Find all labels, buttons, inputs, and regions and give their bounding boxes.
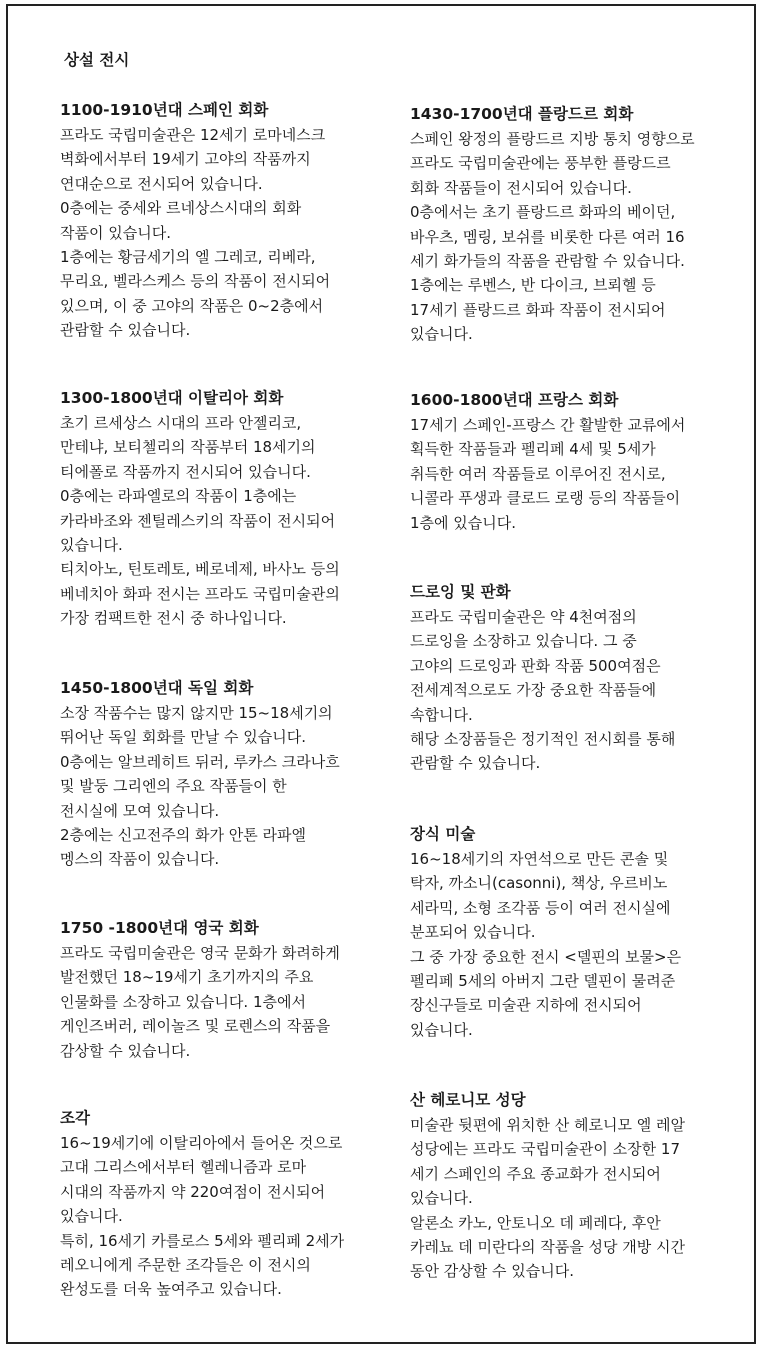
text-line: 17세기 스페인-프랑스 간 활발한 교류에서: [410, 416, 686, 434]
text-line: 세기 스페인의 주요 종교화가 전시되어: [410, 1164, 661, 1183]
text-line: 고대 그리스에서부터 헬레니즘과 로마: [60, 1158, 307, 1177]
text-line: 세라믹, 소형 조각품 등이 여러 전시실에: [410, 898, 671, 917]
text-line: 소장 작품수는 많지 않지만 15~18세기의: [60, 704, 333, 722]
section-title: 드로잉 및 판화: [410, 583, 511, 601]
section-title: 1450-1800년대 독일 회화: [60, 679, 254, 697]
section-germany: [60, 676, 390, 872]
text-line: 1층에는 루벤스, 반 다이크, 브뢰헬 등: [410, 276, 656, 295]
text-line: 멩스의 작품이 있습니다.: [60, 850, 220, 869]
section-body: [410, 413, 740, 535]
text-line: 감상할 수 있습니다.: [60, 1041, 191, 1060]
text-line: 속합니다.: [410, 705, 473, 724]
section-decorative-arts: [410, 822, 740, 1042]
text-line: 작품이 있습니다.: [60, 223, 171, 242]
text-line: 티에폴로 작품까지 전시되어 있습니다.: [60, 462, 311, 481]
text-line: 16~18세기의 자연석으로 만든 콘솔 및: [410, 850, 669, 868]
section-body: [60, 1131, 390, 1302]
text-line: 티치아노, 틴토레토, 베로네제, 바사노 등의: [60, 560, 340, 579]
text-line: 알론소 카노, 안토니오 데 페레다, 후안: [410, 1213, 661, 1232]
text-line: 있습니다.: [410, 1189, 473, 1208]
text-line: 펠리페 5세의 아버지 그란 델핀이 물려준: [410, 972, 676, 991]
section-title: 1430-1700년대 플랑드르 회화: [410, 105, 634, 123]
text-line: 바우츠, 멤링, 보쉬를 비롯한 다른 여러 16: [410, 227, 685, 246]
section-title: 조각: [60, 1109, 90, 1127]
text-line: 전시실에 모여 있습니다.: [60, 801, 220, 820]
text-line: 프라도 국립미술관은 영국 문화가 화려하게: [60, 944, 340, 962]
section-france: [410, 388, 740, 535]
section-title: 산 헤로니모 성당: [410, 1091, 526, 1109]
section-title: 1750 -1800년대 영국 회화: [60, 919, 259, 937]
section-title: 1100-1910년대 스페인 회화: [60, 101, 269, 119]
text-line: 완성도를 더욱 높여주고 있습니다.: [60, 1280, 282, 1299]
text-line: 있습니다.: [60, 1207, 123, 1226]
text-line: 장신구들로 미술관 지하에 전시되어: [410, 996, 642, 1015]
text-line: 획득한 작품들과 펠리페 4세 및 5세가: [410, 440, 656, 459]
section-body: [410, 127, 740, 347]
text-line: 특히, 16세기 카를로스 5세와 펠리페 2세가: [60, 1231, 345, 1250]
text-line: 만테냐, 보티첼리의 작품부터 18세기의: [60, 438, 316, 457]
section-body: [410, 847, 740, 1042]
section-body: [60, 701, 390, 872]
section-body: [410, 605, 740, 776]
section-england: [60, 916, 390, 1063]
text-line: 0층에는 알브레히트 뒤러, 루카스 크라나흐: [60, 752, 340, 771]
section-body: [60, 941, 390, 1063]
section-body: [60, 411, 390, 631]
text-line: 17세기 플랑드르 화파 작품이 전시되어: [410, 300, 666, 319]
text-line: 있습니다.: [410, 325, 473, 344]
text-line: 취득한 여러 작품들로 이루어진 전시로,: [410, 464, 666, 483]
text-line: 드로잉을 소장하고 있습니다. 그 중: [410, 632, 637, 651]
text-line: 프라도 국립미술관에는 풍부한 플랑드르: [410, 154, 671, 173]
text-line: 성당에는 프라도 국립미술관이 소장한 17: [410, 1140, 681, 1159]
section-body: [410, 1113, 740, 1284]
text-line: 있으며, 이 중 고야의 작품은 0~2층에서: [60, 296, 324, 315]
section-title: 1600-1800년대 프랑스 회화: [410, 391, 619, 409]
text-line: 1층에 있습니다.: [410, 513, 517, 532]
text-line: 발전했던 18~19세기 초기까지의 주요: [60, 968, 314, 987]
text-line: 탁자, 까소니(casonni), 책상, 우르비노: [410, 874, 668, 893]
section-sculpture: [60, 1106, 390, 1302]
text-line: 초기 르세상스 시대의 프라 안젤리코,: [60, 414, 302, 432]
text-line: 동안 감상할 수 있습니다.: [410, 1262, 574, 1281]
text-line: 세기 화가들의 작품을 관람할 수 있습니다.: [410, 252, 685, 271]
text-line: 프라도 국립미술관은 약 4천여점의: [410, 608, 637, 626]
text-line: 전세계적으로도 가장 중요한 작품들에: [410, 681, 657, 700]
text-line: 게인즈버러, 레이놀즈 및 로렌스의 작품을: [60, 1017, 331, 1036]
text-line: 회화 작품들이 전시되어 있습니다.: [410, 178, 632, 197]
section-drawing: [410, 580, 740, 776]
section-title: 1300-1800년대 이탈리아 회화: [60, 389, 284, 407]
text-line: 프라도 국립미술관은 12세기 로마네스크: [60, 126, 326, 144]
text-line: 해당 소장품들은 정기적인 전시회를 통해: [410, 730, 676, 749]
text-line: 베네치아 화파 전시는 프라도 국립미술관의: [60, 584, 340, 603]
text-line: 있습니다.: [410, 1020, 473, 1039]
text-line: 시대의 작품까지 약 220여점이 전시되어: [60, 1182, 326, 1201]
text-line: 관람할 수 있습니다.: [410, 754, 541, 773]
text-line: 1층에는 황금세기의 엘 그레코, 리베라,: [60, 248, 316, 267]
text-line: 무리요, 벨라스케스 등의 작품이 전시되어: [60, 272, 331, 291]
text-line: 16~19세기에 이탈리아에서 들어온 것으로: [60, 1134, 343, 1152]
section-body: [60, 123, 390, 343]
text-line: 0층에서는 초기 플랑드르 화파의 베이던,: [410, 203, 676, 222]
section-title: 장식 미술: [410, 825, 476, 843]
page-title: 상설 전시: [64, 51, 130, 69]
section-italy: [60, 386, 390, 631]
text-line: 있습니다.: [60, 536, 123, 555]
text-line: 벽화에서부터 19세기 고야의 작품까지: [60, 150, 311, 169]
text-line: 카라바조와 젠틸레스키의 작품이 전시되어: [60, 511, 336, 530]
text-line: 가장 컴팩트한 전시 중 하나입니다.: [60, 609, 287, 628]
text-line: 및 발둥 그리엔의 주요 작품들이 한: [60, 777, 287, 796]
text-line: 그 중 가장 중요한 전시 <델핀의 보물>은: [410, 947, 682, 966]
text-line: 레오니에게 주문한 조각들은 이 전시의: [60, 1256, 311, 1275]
text-line: 미술관 뒷편에 위치한 산 헤로니모 엘 레알: [410, 1116, 685, 1134]
text-line: 고야의 드로잉과 판화 작품 500여점은: [410, 656, 661, 675]
text-line: 분포되어 있습니다.: [410, 923, 536, 942]
text-line: 인물화를 소장하고 있습니다. 1층에서: [60, 992, 306, 1011]
section-spain: [60, 98, 390, 343]
text-line: 뛰어난 독일 회화를 만날 수 있습니다.: [60, 728, 306, 747]
text-line: 카레뇨 데 미란다의 작품을 성당 개방 시간: [410, 1238, 685, 1257]
section-san-jeronimo: [410, 1088, 740, 1284]
text-line: 스페인 왕정의 플랑드르 지방 통치 영향으로: [410, 130, 695, 148]
text-line: 연대순으로 전시되어 있습니다.: [60, 174, 263, 193]
text-line: 관람할 수 있습니다.: [60, 321, 191, 340]
text-line: 0층에는 중세와 르네상스시대의 회화: [60, 199, 302, 218]
text-line: 0층에는 라파엘로의 작품이 1층에는: [60, 487, 297, 506]
text-line: 니콜라 푸생과 클로드 로랭 등의 작품들이: [410, 489, 681, 508]
text-line: 2층에는 신고전주의 화가 안톤 라파엘: [60, 826, 306, 845]
section-flanders: [410, 102, 740, 347]
